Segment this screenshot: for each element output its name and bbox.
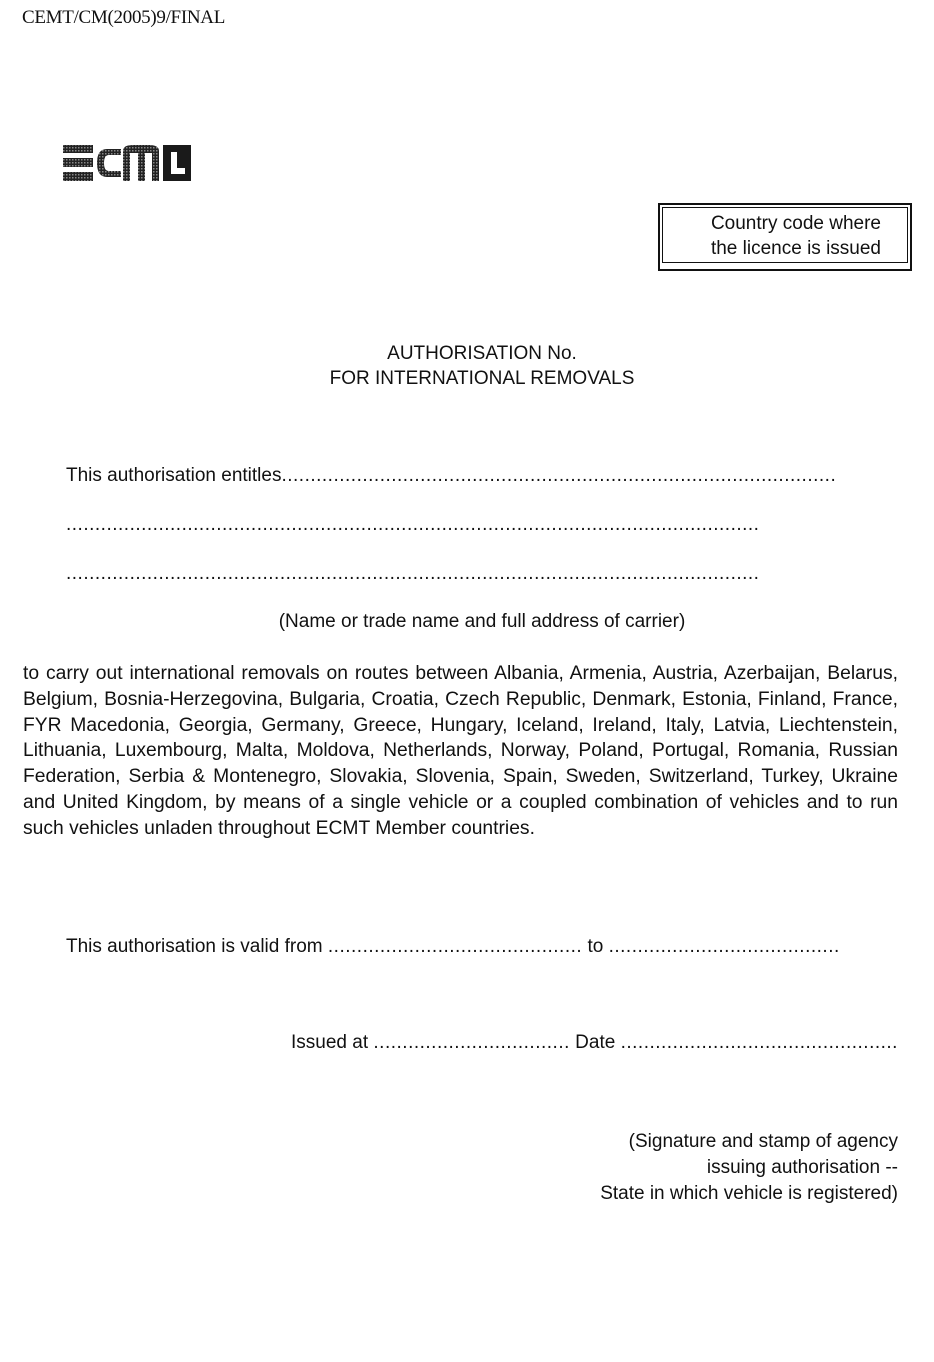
carrier-caption: (Name or trade name and full address of carrier) bbox=[278, 611, 686, 632]
issued-date-label: Date bbox=[575, 1032, 616, 1053]
entitles-line bbox=[66, 465, 886, 487]
routes-paragraph: to carry out international removals on routes between Albania, Armenia, Austria, Azerbaijan, Belarus, Belgium, Bosnia-Herzegovina, Bulgaria, Croatia, Czech Republic, Denmark, Estonia, Finland, France, FYR Macedonia, Georgia, Germany, Greece, Hungary, Iceland, Ireland, Italy, Latvia, Liechtenstein, Lithuania, Luxembourg, Malta, Moldova, Netherlands, Norway, Poland, Portugal, Romania, Russian Federation, Serbia & Montenegro, Slovakia, Slovenia, Spain, Sweden, Switzerland, Turkey, Ukraine and United Kingdom, by means of a single vehicle or a coupled combination of vehicles and to run such vehicles unladen throughout ECMT Member countries. bbox=[23, 663, 898, 839]
issued-at-label: Issued at bbox=[291, 1032, 369, 1053]
entitles-dots: ................................................................................................ bbox=[281, 465, 837, 486]
country-code-line-2: the licence is issued bbox=[710, 238, 881, 259]
title-line-2: FOR INTERNATIONAL REMOVALS bbox=[329, 368, 635, 389]
validity-from-dots: ............................................ bbox=[327, 936, 583, 957]
signature-line-3: State in which vehicle is registered) bbox=[600, 1183, 898, 1204]
document-title bbox=[0, 341, 934, 391]
validity-from-label: This authorisation is valid from bbox=[66, 936, 323, 957]
signature-line-2: issuing authorisation -- bbox=[706, 1157, 898, 1178]
document-reference: CEMT/CM(2005)9/FINAL bbox=[22, 7, 226, 28]
ecmt-logo bbox=[63, 141, 193, 185]
country-code-line-1: Country code where bbox=[710, 213, 881, 234]
validity-to-dots: ........................................ bbox=[608, 936, 840, 957]
entitles-label: This authorisation entitles bbox=[66, 465, 282, 486]
validity-line bbox=[66, 936, 886, 958]
carrier-line-2: ........................................................................................................................ bbox=[66, 514, 760, 535]
validity-to-label: to bbox=[587, 936, 604, 957]
signature-caption bbox=[470, 1129, 898, 1207]
title-line-1: AUTHORISATION No. bbox=[387, 343, 577, 364]
issued-at-dots: .................................. bbox=[373, 1032, 570, 1053]
issued-line bbox=[291, 1032, 901, 1054]
country-code-box bbox=[658, 203, 912, 271]
signature-line-1: (Signature and stamp of agency bbox=[628, 1131, 898, 1152]
carrier-line-3: ........................................................................................................................ bbox=[66, 563, 760, 584]
issued-date-dots: ................................................ bbox=[620, 1032, 898, 1053]
